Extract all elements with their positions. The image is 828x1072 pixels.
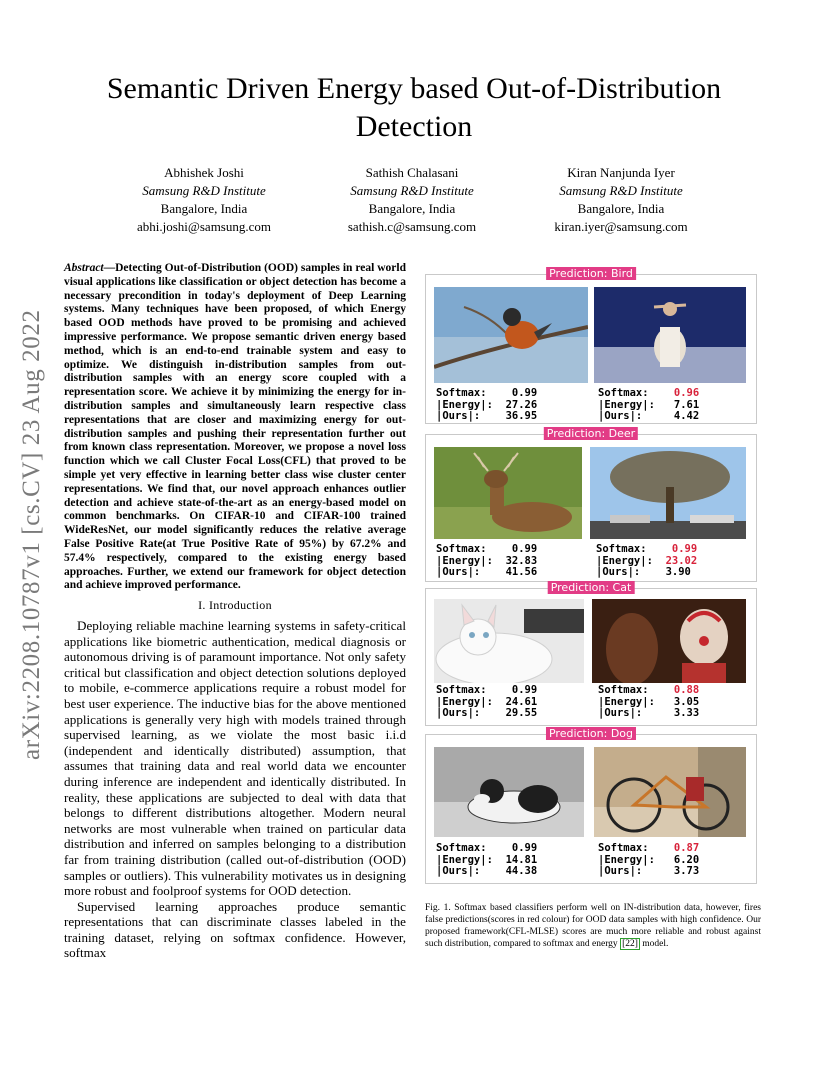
label-energy: |Energy|:	[436, 554, 493, 567]
value-ours: 3.73	[673, 865, 700, 878]
dog-image	[434, 747, 584, 837]
author-location: Bangalore, India	[160, 201, 248, 216]
arxiv-identifier: arXiv:2208.10787v1 [cs.CV] 23 Aug 2022	[18, 309, 45, 760]
deer-image	[434, 447, 582, 539]
value-energy: 23.02	[665, 554, 698, 567]
value-energy: 3.05	[673, 695, 700, 708]
label-ours: |Ours|:	[436, 410, 481, 423]
caption-text-end: model.	[639, 939, 669, 949]
label-softmax: Softmax:	[436, 684, 487, 696]
label-softmax: Softmax:	[436, 842, 487, 854]
author-name: Abhishek Joshi	[164, 165, 244, 180]
label-energy: |Energy|:	[436, 398, 493, 411]
figure-panel-dog	[425, 727, 757, 884]
author-block-1	[104, 164, 304, 236]
scores-out-of-distribution	[598, 843, 699, 878]
cat-image	[434, 599, 584, 683]
abstract-text: —Detecting Out-of-Distribution (OOD) samples in real world visual applications like classification or object detection has become a necessary precondition in today's deployment of Deep Learning systems. Many techniques have been proposed, of which Energy based OOD methods have proved to be promising and achieved impressive performance. We propose semantic driven energy based method, which is an end-to-end trainable system and easy to optimize. We distinguish in-distribution samples from out-distribution samples with an energy score coupled with a representation score. We achieve it by minimizing the energy for in-distribution samples and simultaneously learn respective class representations that are closer and maximizing energy for out-distribution samples and pushing their representation further out from known class representation. Moreover, we propose a novel loss function which we call Cluster Focal Loss(CFL) that proved to be simple yet very effective in learning better class wise cluster center representations. We find that, our novel approach enhances outlier detection and achieve state-of-the-art as an energy-based model on common benchmarks. On CIFAR-10 and CIFAR-100 trained WideResNet, our model significantly reduces the relative average False Positive Rate(at True Positive Rate of 95%) by 67.2% and 57.4% respectively, compared to the existing energy based approaches. Further, we extend our framework for object detection and achieve improved performance.	[64, 262, 406, 592]
label-softmax: Softmax:	[598, 842, 649, 854]
value-energy: 24.61	[505, 695, 538, 708]
value-energy: 7.61	[673, 398, 700, 411]
label-softmax: Softmax:	[598, 684, 649, 696]
abstract-label: Abstract	[64, 262, 104, 274]
author-name: Sathish Chalasani	[365, 165, 459, 180]
figure-1	[425, 268, 755, 888]
section-heading: I. Introduction	[198, 598, 272, 612]
author-name: Kiran Nanjunda Iyer	[567, 165, 675, 180]
scores-in-distribution	[436, 685, 537, 720]
scores-out-of-distribution	[596, 544, 697, 579]
value-ours: 4.42	[673, 410, 700, 423]
clown-image	[592, 599, 746, 683]
author-location: Bangalore, India	[577, 201, 665, 216]
bicycle-image	[594, 747, 746, 837]
value-energy: 32.83	[505, 554, 538, 567]
value-ours: 44.38	[505, 865, 538, 878]
title-line-2: Detection	[355, 110, 473, 143]
bird-image	[434, 287, 588, 383]
label-softmax: Softmax:	[436, 543, 487, 555]
value-ours: 41.56	[505, 566, 538, 579]
intro-body	[64, 618, 406, 961]
ballet-image	[594, 287, 746, 383]
abstract	[64, 262, 406, 593]
intro-paragraph-1: Deploying reliable machine learning systems in safety-critical applications like biometric authentication, medical diagnosis or autonomous driving is of paramount importance. Not only safety critical but classification and object detection solutions deployed to mobile, e-commerce applications require a robust model for best user experience. The inductive bias for the above mentioned applications is generally very high with models trained through supervised learning, as we violate the most basic i.i.d (independent and identically distributed) assumption, that assumes that training data and real world data we encounter during inference are independent and identically distributed. In reality, these applications are subjected to deal with data that belongs to different distributions altogether. Modern neural networks are most vulnerable when trained on particular data distribution and inferred on samples belonging to a distribution far from training distribution (called out-of-distribution (OOD) samples or outliers). This vulnerability motivates us in designing more robust and foolproof systems for OOD detection.	[64, 618, 406, 899]
citation-link[interactable]: [22]	[622, 939, 638, 949]
panel-title: Prediction: Bird	[546, 267, 636, 280]
label-energy: |Energy|:	[598, 398, 655, 411]
author-email: sathish.c@samsung.com	[347, 219, 477, 234]
author-block-3	[521, 164, 721, 236]
label-ours: |Ours|:	[436, 865, 481, 878]
author-affiliation: Samsung R&D Institute	[350, 183, 474, 198]
panel-title: Prediction: Dog	[546, 727, 636, 740]
paper-title	[60, 70, 768, 146]
value-softmax: 0.99	[511, 842, 538, 854]
value-softmax: 0.88	[673, 684, 700, 696]
value-ours: 36.95	[505, 410, 538, 423]
label-softmax: Softmax:	[596, 543, 647, 555]
value-softmax: 0.99	[511, 684, 538, 696]
value-softmax: 0.99	[511, 387, 538, 399]
value-softmax: 0.99	[671, 543, 698, 555]
label-ours: |Ours|:	[598, 865, 643, 878]
label-softmax: Softmax:	[598, 387, 649, 399]
value-energy: 27.26	[505, 398, 538, 411]
author-email: abhi.joshi@samsung.com	[136, 219, 272, 234]
value-energy: 6.20	[673, 853, 700, 866]
label-energy: |Energy|:	[436, 695, 493, 708]
title-line-1: Semantic Driven Energy based Out-of-Distribution	[106, 72, 722, 105]
figure-panel-cat	[425, 581, 757, 726]
label-energy: |Energy|:	[596, 554, 653, 567]
label-ours: |Ours|:	[598, 707, 643, 720]
label-ours: |Ours|:	[598, 410, 643, 423]
value-ours: 3.33	[673, 707, 700, 720]
author-email: kiran.iyer@samsung.com	[554, 219, 688, 234]
label-ours: |Ours|:	[436, 707, 481, 720]
scores-in-distribution	[436, 843, 537, 878]
author-location: Bangalore, India	[368, 201, 456, 216]
scores-out-of-distribution	[598, 388, 699, 423]
scores-in-distribution	[436, 388, 537, 423]
figure-panel-deer	[425, 427, 757, 582]
value-energy: 14.81	[505, 853, 538, 866]
label-energy: |Energy|:	[598, 695, 655, 708]
figure-caption	[425, 902, 761, 950]
intro-paragraph-2: Supervised learning approaches produce semantic representations that can discriminate classes labeled in the training dataset, relying on softmax confidence. However, softmax	[64, 898, 406, 961]
scores-in-distribution	[436, 544, 537, 579]
tree-image	[590, 447, 746, 539]
figure-panel-bird	[425, 267, 757, 424]
value-softmax: 0.96	[673, 387, 700, 399]
panel-title: Prediction: Cat	[548, 581, 635, 594]
label-energy: |Energy|:	[598, 853, 655, 866]
label-ours: |Ours|:	[436, 566, 481, 579]
value-ours: 29.55	[505, 707, 538, 720]
label-softmax: Softmax:	[436, 387, 487, 399]
value-softmax: 0.87	[673, 842, 700, 854]
author-affiliation: Samsung R&D Institute	[142, 183, 266, 198]
value-softmax: 0.99	[511, 543, 538, 555]
label-energy: |Energy|:	[436, 853, 493, 866]
author-affiliation: Samsung R&D Institute	[559, 183, 683, 198]
panel-title: Prediction: Deer	[544, 427, 638, 440]
caption-text: Fig. 1. Softmax based classifiers perform well on IN-distribution data, however, fires false predictions(scores in red colour) for OOD data samples with high confidence. Our proposed framework(CFL-MLSE) scores are much more reliable and robust against such distribution, compared to softmax and energy	[425, 903, 761, 949]
author-block-2	[312, 164, 512, 236]
label-ours: |Ours|:	[596, 566, 641, 579]
scores-out-of-distribution	[598, 685, 699, 720]
value-ours: 3.90	[665, 566, 691, 579]
